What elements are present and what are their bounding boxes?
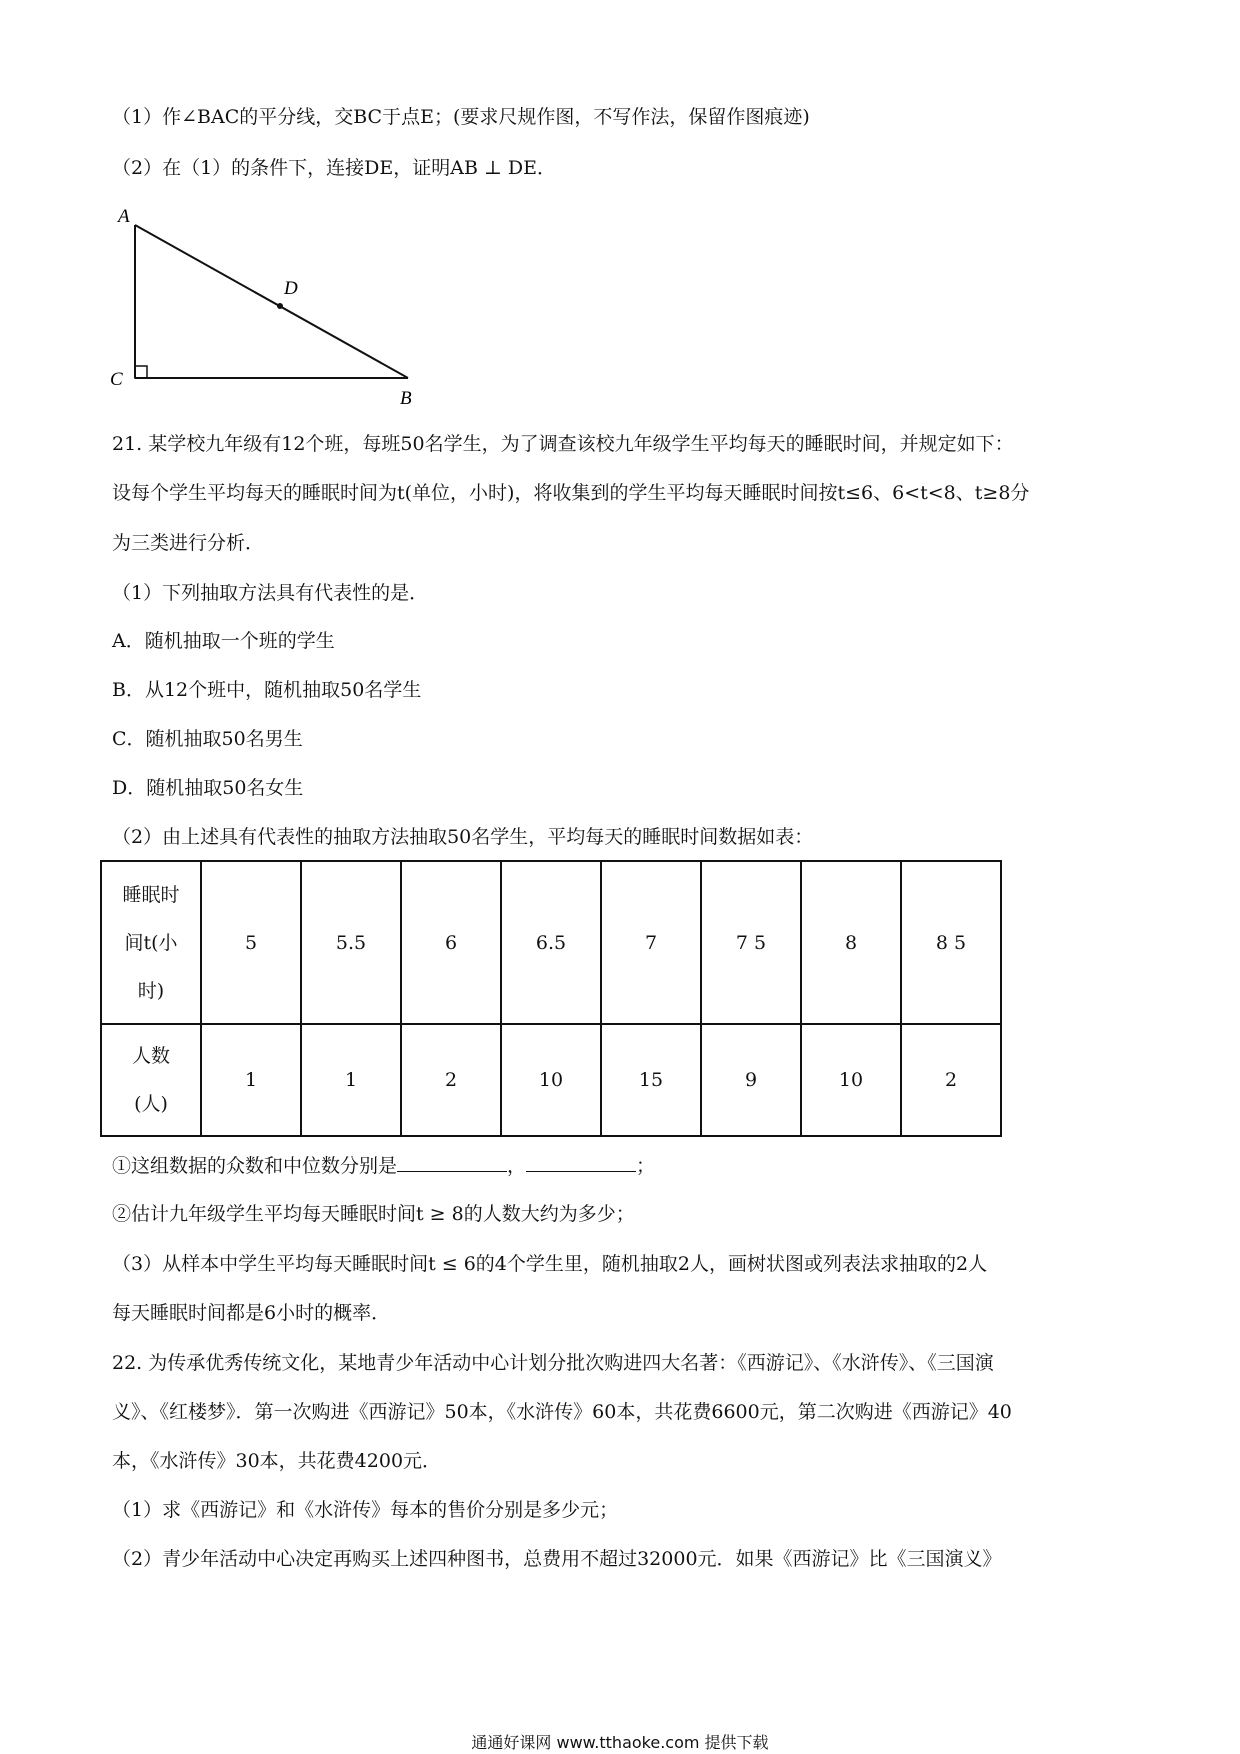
table-cell: 1 xyxy=(201,1024,301,1136)
table-row xyxy=(101,861,1001,1024)
q21-line3: 为三类进行分析． xyxy=(112,532,265,554)
label-d: D xyxy=(284,278,298,299)
q21-sub3-line1: （3）从样本中学生平均每天睡眠时间t ≤ 6的4个学生里，随机抽取2人，画树状图或列表法求抽取的2人 xyxy=(112,1253,988,1275)
side-ab xyxy=(135,225,408,378)
label-c: C xyxy=(110,369,123,390)
point-d xyxy=(277,303,283,309)
q20-part2: （2）在（1）的条件下，连接DE，证明AB ⊥ DE． xyxy=(112,157,557,179)
table-cell: 2 xyxy=(901,1024,1001,1136)
triangle-figure xyxy=(110,200,430,410)
answer-blank-mode[interactable] xyxy=(397,1153,507,1172)
q22-line2: 义》、《红楼梦》．第一次购进《西游记》50本，《水浒传》60本，共花费6600元，第二次购进《西游记》40 xyxy=(112,1401,1012,1423)
table-cell: 6.5 xyxy=(501,861,601,1024)
q21-line1: 21. 某学校九年级有12个班，每班50名学生，为了调查该校九年级学生平均每天的睡眠时间，并规定如下： xyxy=(112,433,1014,455)
q22-sub1: （1）求《西游记》和《水浒传》每本的售价分别是多少元； xyxy=(112,1499,619,1521)
table-cell: 5 xyxy=(201,861,301,1024)
q21-sub2-item2: ②估计九年级学生平均每天睡眠时间t ≥ 8的人数大约为多少； xyxy=(112,1203,635,1225)
q20-part1: （1）作∠BAC的平分线，交BC于点E；(要求尺规作图，不写作法，保留作图痕迹) xyxy=(112,106,810,128)
q21-sub1: （1）下列抽取方法具有代表性的是． xyxy=(112,582,429,604)
answer-blank-median[interactable] xyxy=(526,1153,636,1172)
table-row xyxy=(101,1024,1001,1136)
table-cell: 10 xyxy=(501,1024,601,1136)
label-b: B xyxy=(400,388,412,409)
table-cell: 15 xyxy=(601,1024,701,1136)
q21-sub3-line2: 每天睡眠时间都是6小时的概率． xyxy=(112,1302,391,1324)
q21-sub2: （2）由上述具有代表性的抽取方法抽取50名学生，平均每天的睡眠时间数据如表： xyxy=(112,826,814,848)
header-count: 人数 (人) xyxy=(101,1024,201,1136)
table-cell: 7 5 xyxy=(701,861,801,1024)
table-cell: 2 xyxy=(401,1024,501,1136)
q22-line1: 22. 为传承优秀传统文化，某地青少年活动中心计划分批次购进四大名著：《西游记》、《水浒传》、《三国演 xyxy=(112,1352,994,1374)
option-d: D．随机抽取50名女生 xyxy=(112,777,304,799)
q22-sub2: （2）青少年活动中心决定再购买上述四种图书，总费用不超过32000元．如果《西游记》比《三国演义》 xyxy=(112,1548,1002,1570)
table-cell: 8 xyxy=(801,861,901,1024)
table-cell: 10 xyxy=(801,1024,901,1136)
table-cell: 7 xyxy=(601,861,701,1024)
label-a: A xyxy=(118,206,130,227)
table-cell: 8 5 xyxy=(901,861,1001,1024)
table-cell: 9 xyxy=(701,1024,801,1136)
option-a: A．随机抽取一个班的学生 xyxy=(112,630,335,652)
option-b: B．从12个班中，随机抽取50名学生 xyxy=(112,679,422,701)
table-cell: 6 xyxy=(401,861,501,1024)
option-c: C．随机抽取50名男生 xyxy=(112,728,303,750)
header-sleep-time: 睡眠时 间t(小 时) xyxy=(101,861,201,1024)
sleep-time-table xyxy=(100,860,1002,1137)
right-angle-marker xyxy=(135,366,147,378)
q21-line2: 设每个学生平均每天的睡眠时间为t(单位，小时)，将收集到的学生平均每天睡眠时间按t≤6、6<t<8、t≥8分 xyxy=(112,482,1030,504)
q22-line3: 本，《水浒传》30本，共花费4200元． xyxy=(112,1450,442,1472)
page-footer: 通通好课网 www.tthaoke.com 提供下载 xyxy=(471,1733,769,1752)
q21-sub2-item1: ①这组数据的众数和中位数分别是 ， ； xyxy=(112,1155,656,1177)
table-cell: 1 xyxy=(301,1024,401,1136)
table-cell: 5.5 xyxy=(301,861,401,1024)
